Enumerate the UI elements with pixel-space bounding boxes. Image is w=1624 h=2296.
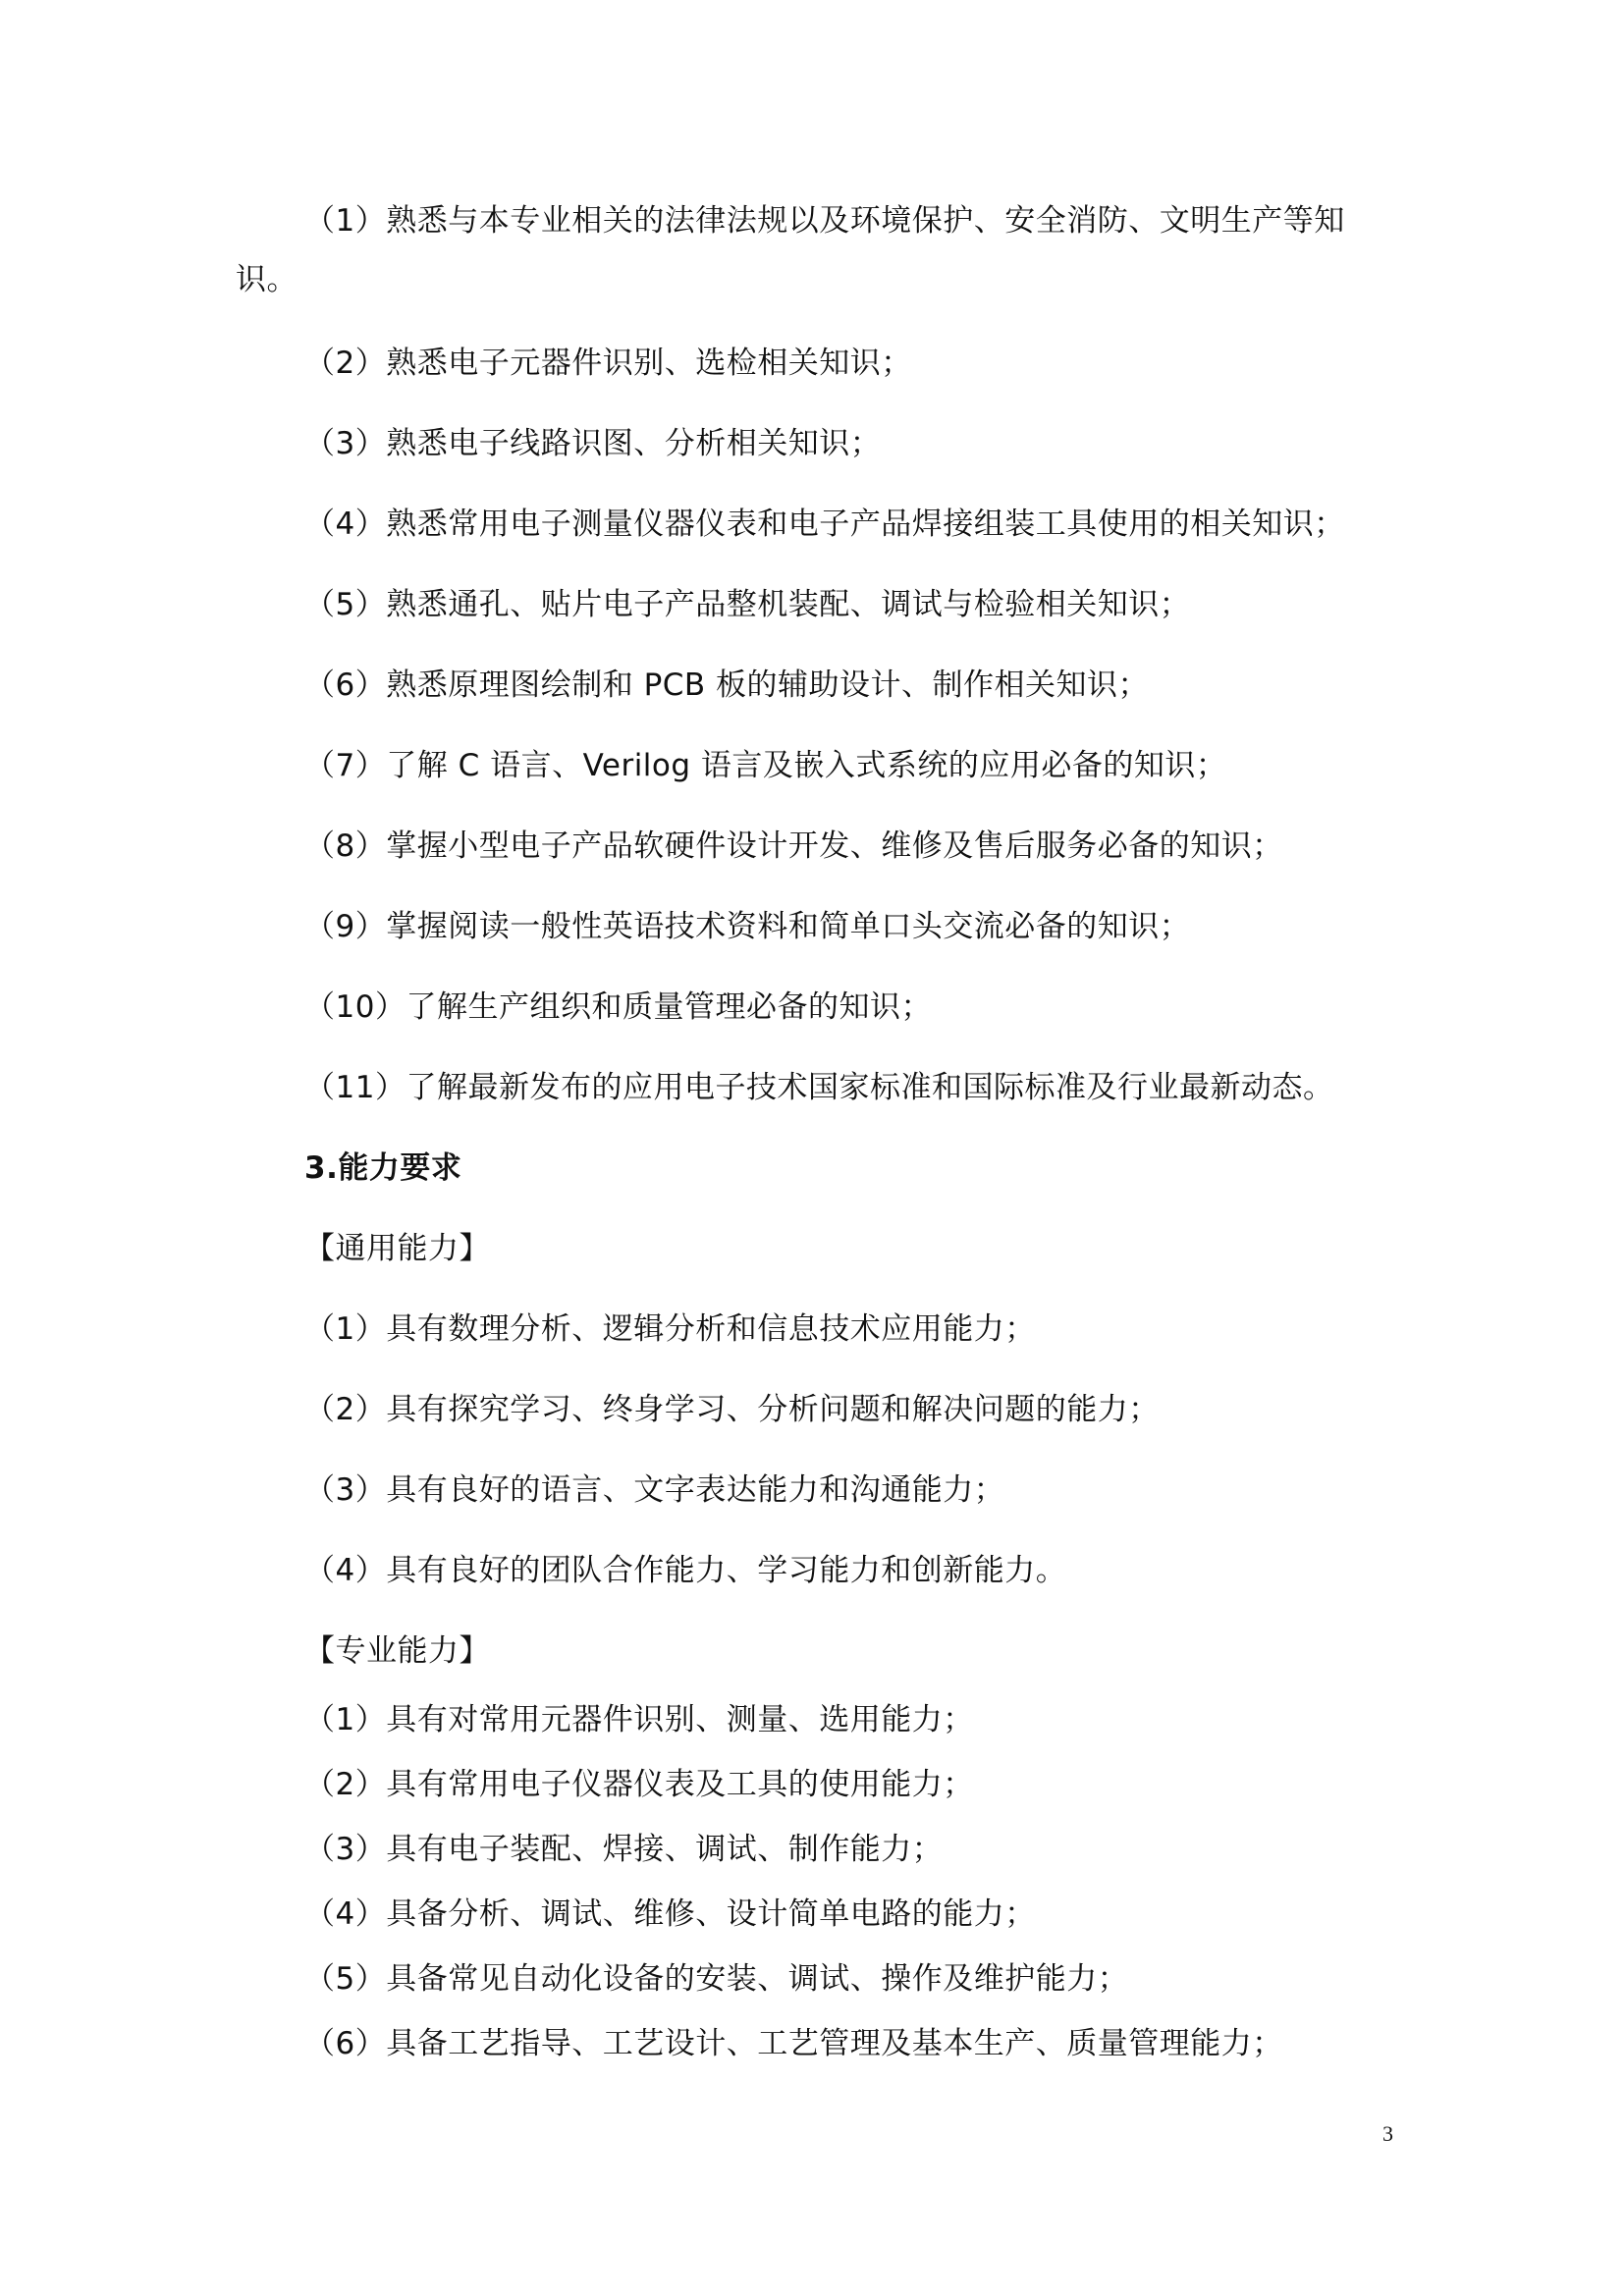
professional-ability-item-1: （1）具有对常用元器件识别、测量、选用能力； [304,1702,974,1737]
knowledge-item-3: （3）熟悉电子线路识图、分析相关知识； [304,426,882,461]
professional-ability-item-6: （6）具备工艺指导、工艺设计、工艺管理及基本生产、质量管理能力； [304,2026,1283,2061]
knowledge-item-1: （1）熟悉与本专业相关的法律法规以及环境保护、安全消防、文明生产等知 [304,203,1345,239]
professional-ability-item-3: （3）具有电子装配、焊接、调试、制作能力； [304,1832,944,1867]
ability-heading: 3.能力要求 [304,1150,462,1186]
general-ability-heading: 【通用能力】 [304,1231,490,1266]
knowledge-item-2: （2）熟悉电子元器件识别、选检相关知识； [304,346,912,381]
general-ability-item-3: （3）具有良好的语言、文字表达能力和沟通能力； [304,1472,1005,1508]
knowledge-item-1-continued: 识。 [236,262,298,297]
page-number: 3 [1382,2121,1393,2146]
professional-ability-item-2: （2）具有常用电子仪器仪表及工具的使用能力； [304,1767,974,1802]
knowledge-item-10: （10）了解生产组织和质量管理必备的知识； [304,989,932,1025]
knowledge-item-8: （8）掌握小型电子产品软硬件设计开发、维修及售后服务必备的知识； [304,828,1283,864]
professional-ability-heading: 【专业能力】 [304,1633,490,1669]
general-ability-item-1: （1）具有数理分析、逻辑分析和信息技术应用能力； [304,1311,1036,1347]
general-ability-item-4: （4）具有良好的团队合作能力、学习能力和创新能力。 [304,1553,1067,1588]
knowledge-item-5: （5）熟悉通孔、贴片电子产品整机装配、调试与检验相关知识； [304,587,1191,622]
knowledge-item-6: （6）熟悉原理图绘制和 PCB 板的辅助设计、制作相关知识； [304,667,1150,703]
professional-ability-item-4: （4）具备分析、调试、维修、设计简单电路的能力； [304,1896,1036,1932]
general-ability-item-2: （2）具有探究学习、终身学习、分析问题和解决问题的能力； [304,1392,1160,1427]
knowledge-item-4: （4）熟悉常用电子测量仪器仪表和电子产品焊接组装工具使用的相关知识； [304,507,1345,542]
knowledge-item-7: （7）了解 C 语言、Verilog 语言及嵌入式系统的应用必备的知识； [304,748,1227,783]
knowledge-item-11: （11）了解最新发布的应用电子技术国家标准和国际标准及行业最新动态。 [304,1070,1334,1105]
knowledge-item-9: （9）掌握阅读一般性英语技术资料和简单口头交流必备的知识； [304,909,1191,944]
professional-ability-item-5: （5）具备常见自动化设备的安装、调试、操作及维护能力； [304,1961,1129,1997]
